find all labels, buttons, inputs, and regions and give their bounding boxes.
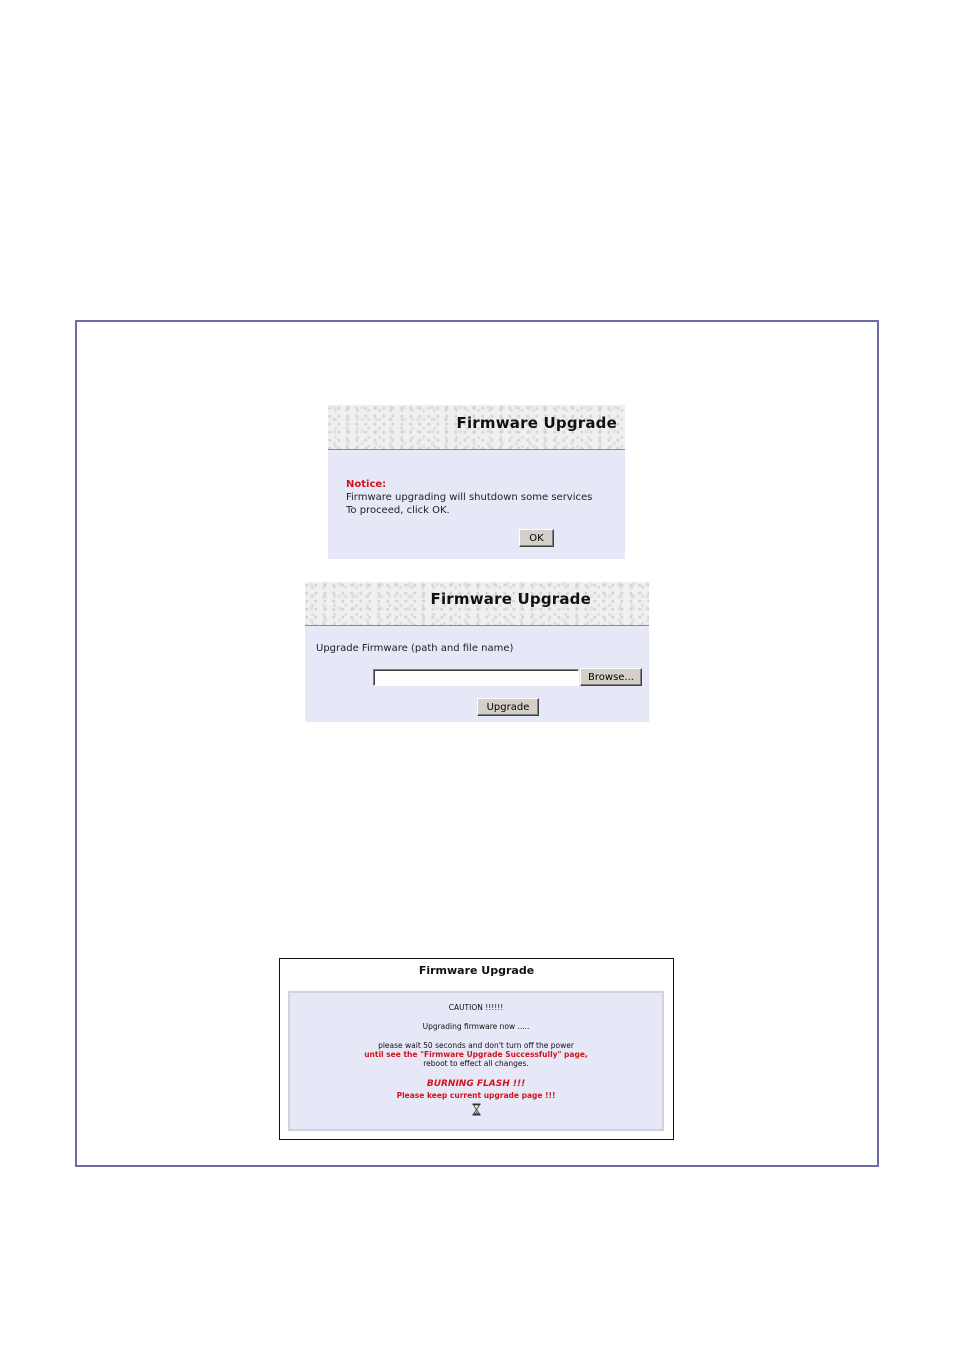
notice-line-1: Firmware upgrading will shutdown some services [346, 492, 593, 503]
upload-dialog-header [305, 582, 649, 626]
notice-dialog-title: Firmware Upgrade [456, 414, 617, 432]
upgrade-button[interactable]: Upgrade [477, 698, 539, 716]
firmware-file-input[interactable] [373, 669, 579, 686]
notice-line-2: To proceed, click OK. [346, 505, 450, 516]
notice-dialog [328, 405, 625, 559]
notice-label: Notice: [346, 479, 387, 490]
upload-dialog-title: Firmware Upgrade [430, 590, 591, 608]
progress-dialog-body [288, 991, 664, 1131]
until-success-text: until see the "Firmware Upgrade Successfully" page, [364, 1050, 588, 1059]
hourglass-icon [472, 1103, 481, 1116]
upgrade-firmware-label: Upgrade Firmware (path and file name) [316, 643, 514, 654]
progress-dialog [279, 958, 674, 1140]
progress-dialog-title: Firmware Upgrade [418, 964, 535, 977]
ok-button[interactable]: OK [519, 529, 554, 547]
burning-flash-text: BURNING FLASH !!! [426, 1079, 526, 1089]
browse-button[interactable]: Browse... [580, 668, 642, 686]
keep-page-text: Please keep current upgrade page !!! [396, 1091, 556, 1100]
notice-dialog-header [328, 405, 625, 450]
upload-dialog [305, 582, 649, 722]
wait-instruction-text: please wait 50 seconds and don't turn off the power [378, 1041, 574, 1050]
upgrading-status-text: Upgrading firmware now ..... [422, 1022, 530, 1031]
reboot-text: reboot to effect all changes. [423, 1059, 529, 1068]
caution-text: CAUTION !!!!!! [448, 1003, 504, 1012]
